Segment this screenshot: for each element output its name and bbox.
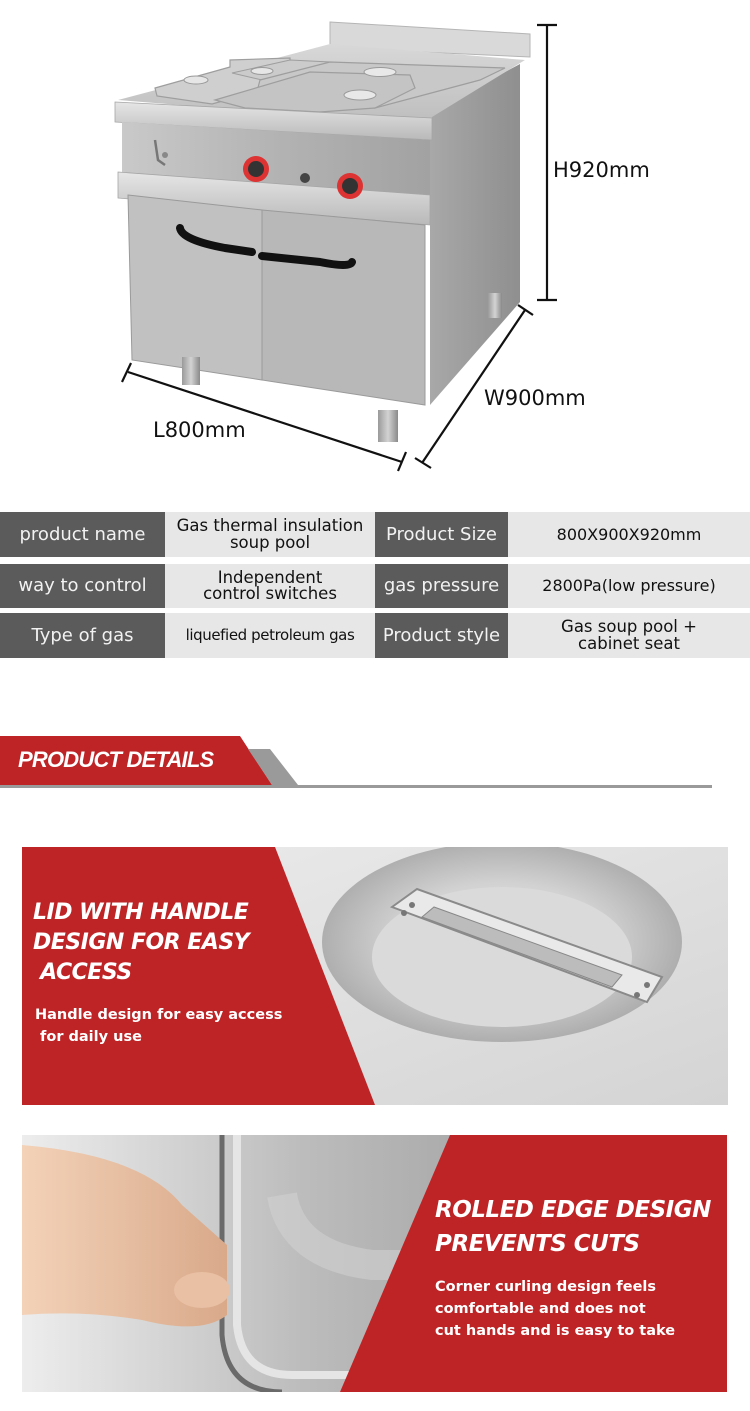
- feature-title-line: ROLLED EDGE DESIGN: [435, 1197, 711, 1223]
- spec-value-line: Independent: [217, 567, 323, 587]
- spec-value: liquefied petroleum gas: [165, 613, 375, 658]
- feature-title-line: DESIGN FOR EASY: [33, 930, 250, 955]
- spec-value: [508, 613, 750, 658]
- spec-label: gas pressure: [375, 564, 508, 608]
- feature-subtitle: [435, 1276, 675, 1342]
- feature-panel-lid-handle: [22, 847, 728, 1105]
- height-dimension-label: H920mm: [553, 158, 650, 182]
- rolled-edge-photo: [22, 1135, 727, 1392]
- spec-row: [0, 512, 750, 557]
- spec-label: Type of gas: [0, 613, 165, 658]
- feature-title: [435, 1193, 711, 1261]
- feature-title-line: ACCESS: [33, 960, 132, 985]
- feature-subtitle-line: for daily use: [35, 1029, 142, 1045]
- feature-subtitle-line: cut hands and is easy to take: [435, 1323, 676, 1339]
- spec-row: [0, 564, 750, 608]
- spec-label: Product Size: [375, 512, 508, 557]
- feature-title-line: PREVENTS CUTS: [435, 1231, 640, 1257]
- feature-subtitle-line: comfortable and does not: [435, 1301, 646, 1317]
- feature-title: [33, 898, 249, 988]
- feature-subtitle: [35, 1004, 282, 1048]
- soup-pool-cabinet-illustration: [0, 0, 750, 490]
- spec-label: product name: [0, 512, 165, 557]
- length-dimension-label: L800mm: [153, 418, 246, 442]
- spec-value-line: Gas soup pool +: [561, 617, 697, 636]
- spec-label: Product style: [375, 613, 508, 658]
- spec-value: 2800Pa(low pressure): [508, 564, 750, 608]
- section-title: PRODUCT DETAILS: [18, 747, 214, 772]
- feature-panel-rolled-edge: [22, 1135, 727, 1392]
- feature-subtitle-line: Corner curling design feels: [435, 1279, 657, 1295]
- spec-value: [165, 512, 375, 557]
- spec-row: [0, 613, 750, 658]
- spec-value-line: cabinet seat: [578, 633, 680, 653]
- spec-value-line: Gas thermal insulation: [176, 516, 364, 535]
- spec-value: 800X900X920mm: [508, 512, 750, 557]
- product-image-area: [0, 0, 750, 490]
- feature-subtitle-line: Handle design for easy access: [35, 1007, 283, 1023]
- spec-label: way to control: [0, 564, 165, 608]
- spec-value-line: control switches: [203, 584, 337, 603]
- width-dimension-label: W900mm: [484, 386, 586, 410]
- spec-value-line: soup pool: [229, 532, 311, 552]
- spec-value: [165, 564, 375, 608]
- feature-title-line: LID WITH HANDLE: [33, 900, 249, 925]
